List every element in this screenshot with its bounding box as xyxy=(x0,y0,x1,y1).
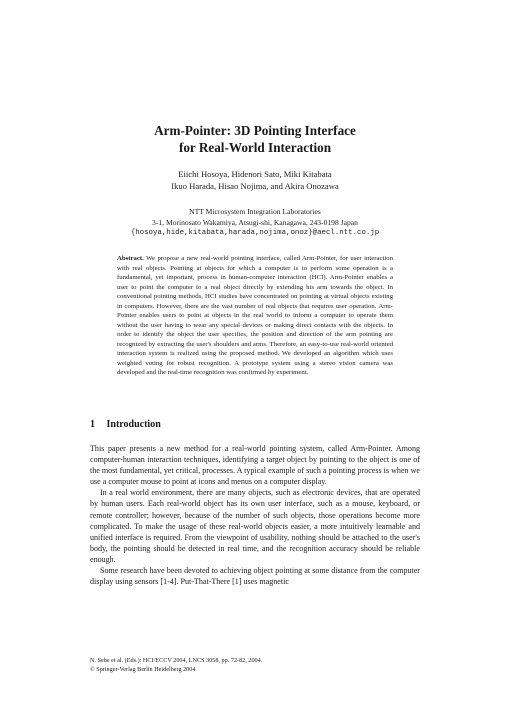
title-line-2: for Real-World Interaction xyxy=(178,140,332,155)
paper-title xyxy=(0,122,510,156)
affiliation-line-1: NTT Microsystem Integration Laboratories xyxy=(189,207,321,216)
section-heading xyxy=(90,419,420,431)
copyright-line: © Springer-Verlag Berlin Heidelberg 2004 xyxy=(90,666,196,673)
paragraph: Some research have been devoted to achieving object pointing at some distance from the computer display using sensors [1-4]. Put-That-There [1] uses magnetic xyxy=(90,566,420,587)
footnote xyxy=(90,656,420,674)
abstract-text: We propose a new real-world pointing interface, called Arm-Pointer, for user interaction with real objects. Pointing at objects for which a computer is to perform some operation is a fundamental, yet important, process in human-computer interaction (HCI). Arm-Pointer enables a user to point the computer to a real object directly by extending his arm towards the object. In conventional pointing methods, HCI studies have concentrated on pointing at virtual objects existing in computers. However, there are the vast number of real objects that requires user operation. Arm-Pointer enables users to point at objects in the real world to inform a computer to operate them without the user having to wear any special devices or making direct contacts with the objects. In order to identify the object the user specifies, the position and direction of the arm pointing are recognized by extracting the user's shoulders and arms. Therefore, an easy-to-use real-world oriented interaction system is realized using the proposed method. We developed an algorithm which uses weighted voting for robust recognition. A prototype system using a stereo vision camera was developed and the real-time recognition was confirmed by experiment. xyxy=(117,255,393,376)
paragraph: This paper presents a new method for a real-world pointing system, called Arm-Pointer. Among computer-human interaction techniques, identifying a target object by pointing to the object is one of the most fundamental, yet critical, processes. A typical example of such a pointing process is when we use a computer mouse to point at icons and menus on a computer display. xyxy=(90,444,420,487)
paragraph: In a real world environment, there are many objects, such as electronic devices, that are operated by human users. Each real-world object has its own user interface, such as a mouse, keyboard, or remote controller; however, because of the number of such objects, those operations become more complicated. To make the usage of these real-world objects easier, a more intuitively learnable and unified interface is required. From the viewpoint of usability, nothing should be attached to the user's body, the pointing should be detected in real time, and the recognition accuracy should be reliable enough. xyxy=(90,488,420,564)
affiliation xyxy=(0,206,510,239)
authors-line-2: Ikuo Harada, Hisao Nojima, and Akira Onozawa xyxy=(171,181,339,191)
section-title: Introduction xyxy=(106,419,161,430)
citation-line: N. Sebe et al. (Eds.): HCI/ECCV 2004, LNCS 3058, pp. 72-82, 2004. xyxy=(90,657,263,664)
abstract xyxy=(117,254,393,378)
title-line-1: Arm-Pointer: 3D Pointing Interface xyxy=(154,123,356,138)
abstract-label: Abstract. xyxy=(117,255,144,262)
authors-line-1: Eiichi Hosoya, Hidenori Sato, Miki Kitabata xyxy=(178,169,332,179)
author-list xyxy=(0,168,510,192)
affiliation-line-2: 3-1, Morinosato Wakamiya, Atsugi-shi, Kanagawa, 243-0198 Japan xyxy=(152,218,358,227)
body-text xyxy=(90,443,420,587)
author-emails: {hosoya,hide,kitabata,harada,nojima,onoz}@aecl.ntt.co.jp xyxy=(130,229,380,237)
section-number: 1 xyxy=(90,419,95,430)
